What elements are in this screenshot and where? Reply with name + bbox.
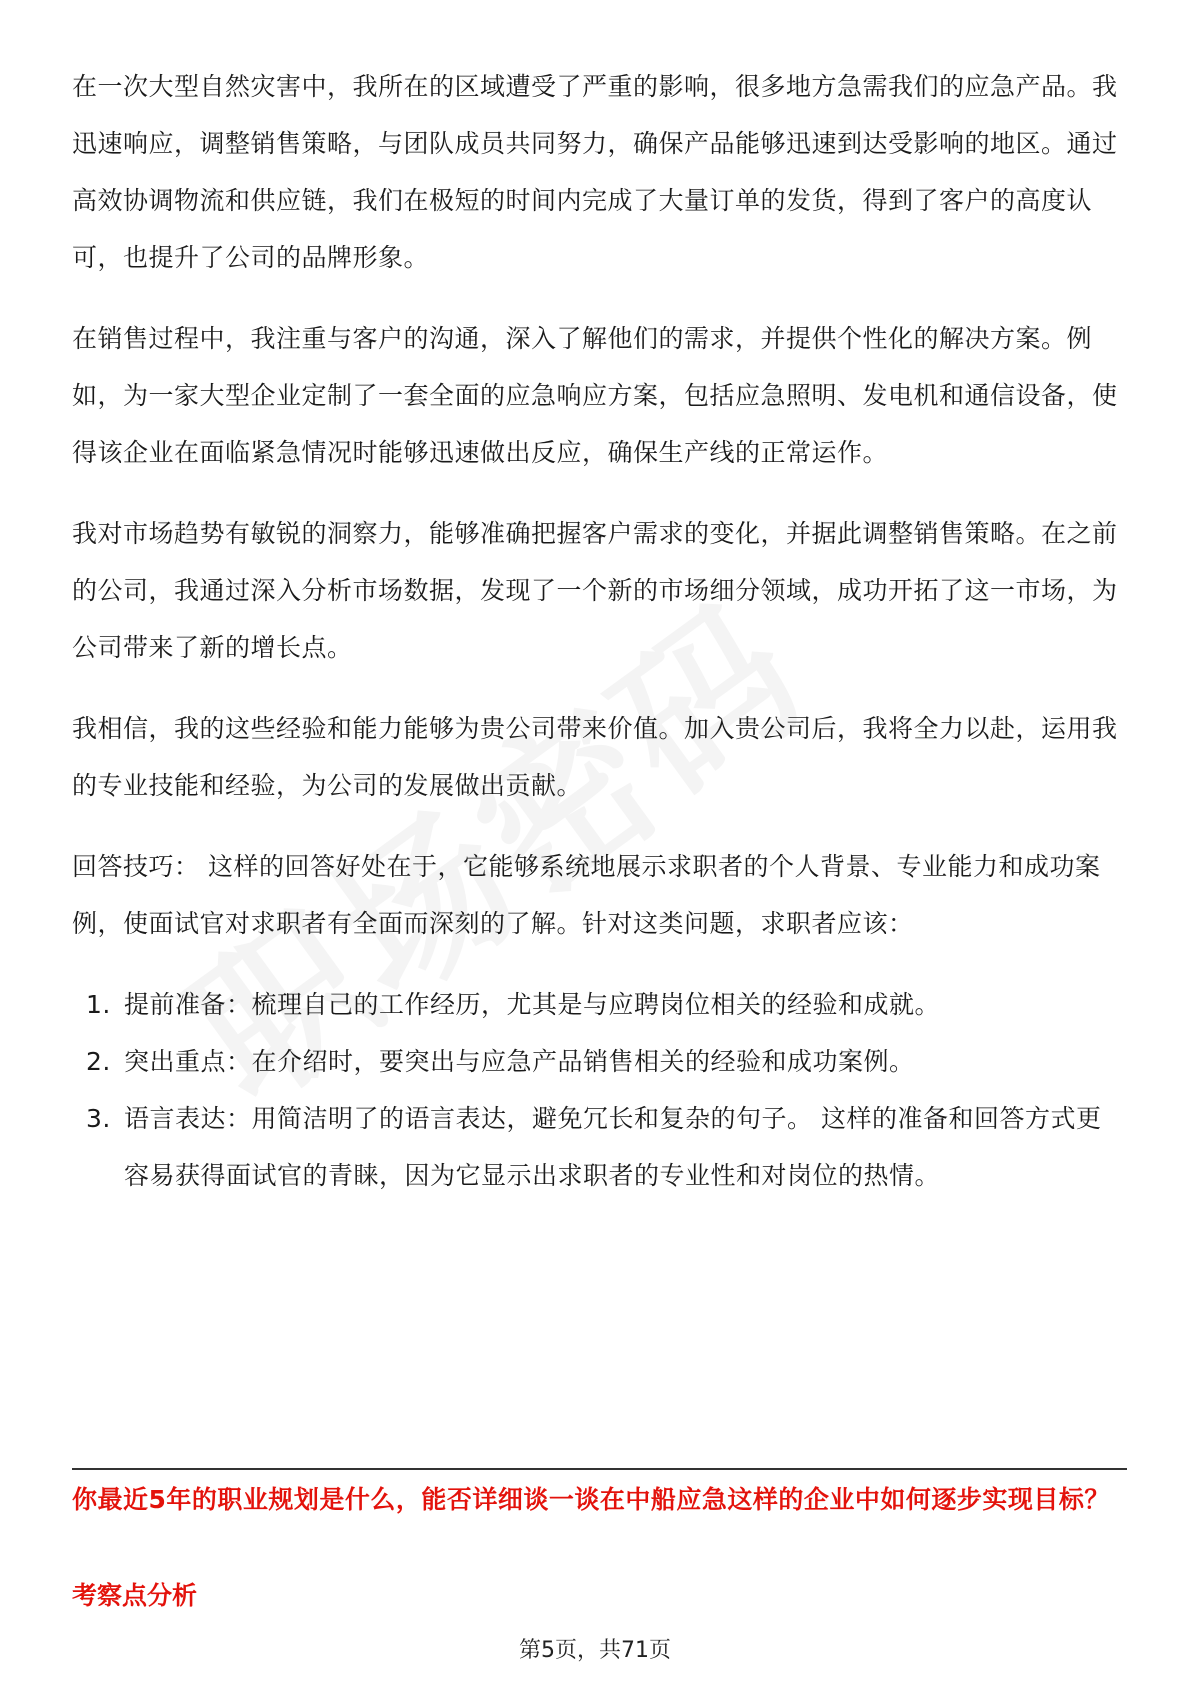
paragraph-market-insight: 我对市场趋势有敏锐的洞察力，能够准确把握客户需求的变化，并据此调整销售策略。在之前的公司，我通过深入分析市场数据，发现了一个新的市场细分领域，成功开拓了这一市场，为公司带来了新的增长点。 bbox=[72, 519, 1118, 662]
list-item-text: 提前准备：梳理自己的工作经历，尤其是与应聘岗位相关的经验和成就。 bbox=[124, 990, 941, 1019]
list-item bbox=[72, 1090, 1122, 1204]
list-number: 2. bbox=[86, 1047, 111, 1076]
tips-list bbox=[72, 976, 1122, 1204]
list-item bbox=[72, 976, 1122, 1033]
document-body bbox=[72, 58, 1122, 1204]
paragraph-value-statement: 我相信，我的这些经验和能力能够为贵公司带来价值。加入贵公司后，我将全力以赴，运用我的专业技能和经验，为公司的发展做出贡献。 bbox=[72, 714, 1118, 800]
section-heading: 考察点分析 bbox=[72, 1581, 198, 1610]
list-item bbox=[72, 1033, 1122, 1090]
list-item-text: 语言表达：用简洁明了的语言表达，避免冗长和复杂的句子。 这样的准备和回答方式更容易获得面试官的青睐，因为它显示出求职者的专业性和对岗位的热情。 bbox=[124, 1104, 1102, 1190]
list-number: 1. bbox=[86, 990, 111, 1019]
paragraph-disaster-response: 在一次大型自然灾害中，我所在的区域遭受了严重的影响，很多地方急需我们的应急产品。我迅速响应，调整销售策略，与团队成员共同努力，确保产品能够迅速到达受影响的地区。通过高效协调物流和供应链，我们在极短的时间内完成了大量订单的发货，得到了客户的高度认可，也提升了公司的品牌形象。 bbox=[72, 72, 1118, 272]
page-footer: 第5页，共71页 bbox=[519, 1638, 671, 1663]
list-number: 3. bbox=[86, 1104, 111, 1133]
paragraph-customer-communication: 在销售过程中，我注重与客户的沟通，深入了解他们的需求，并提供个性化的解决方案。例如，为一家大型企业定制了一套全面的应急响应方案，包括应急照明、发电机和通信设备，使得该企业在面临紧急情况时能够迅速做出反应，确保生产线的正常运作。 bbox=[72, 324, 1118, 467]
section-divider bbox=[72, 1468, 1127, 1470]
next-question-heading: 你最近5年的职业规划是什么，能否详细谈一谈在中船应急这样的企业中如何逐步实现目标？ bbox=[72, 1485, 1110, 1514]
list-item-text: 突出重点：在介绍时，要突出与应急产品销售相关的经验和成功案例。 bbox=[124, 1047, 915, 1076]
paragraph-answer-tips: 回答技巧： 这样的回答好处在于，它能够系统地展示求职者的个人背景、专业能力和成功案例，使面试官对求职者有全面而深刻的了解。针对这类问题，求职者应该： bbox=[72, 852, 1101, 938]
